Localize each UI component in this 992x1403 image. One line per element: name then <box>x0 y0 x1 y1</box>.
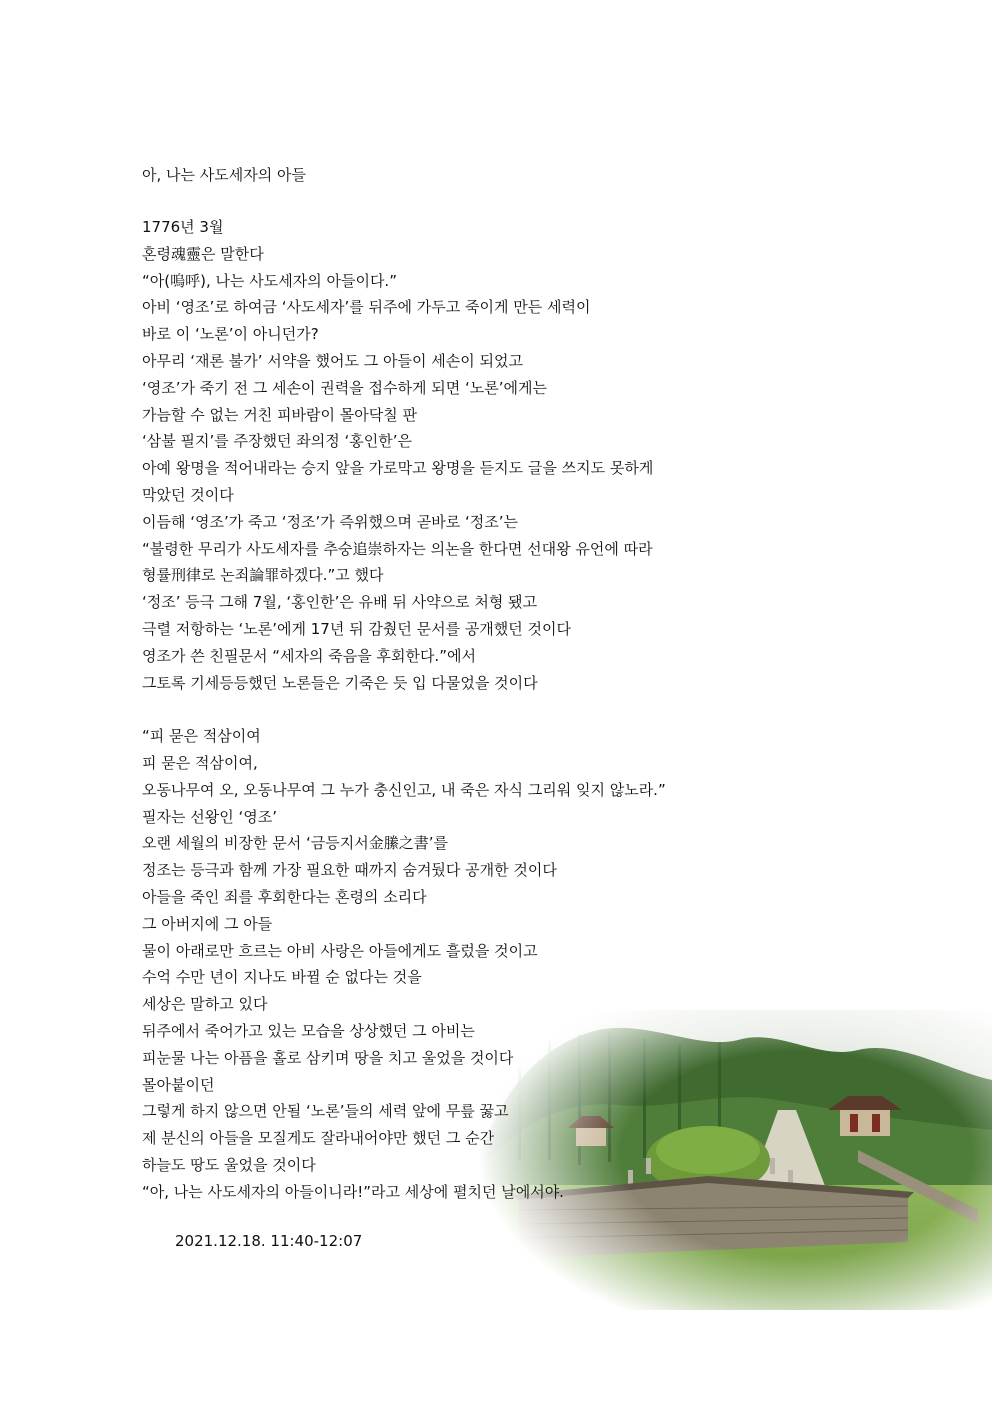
text-line: 피눈물 나는 아픔을 홀로 삼키며 땅을 치고 울었을 것이다 <box>142 1048 514 1067</box>
text-line: 정조는 등극과 함께 가장 필요한 때까지 숨겨뒀다 공개한 것이다 <box>142 861 557 880</box>
text-line: “아, 나는 사도세자의 아들이니라!”라고 세상에 펼치던 날에서야. <box>142 1182 564 1201</box>
text-line: 몰아붙이던 <box>142 1075 215 1094</box>
text-line: 필자는 선왕인 ‘영조’ <box>142 807 277 826</box>
text-line: 막았던 것이다 <box>142 485 234 504</box>
text-line: 극렬 저항하는 ‘노론’에게 17년 뒤 감췄던 문서를 공개했던 것이다 <box>142 619 572 638</box>
text-line: 영조가 쓴 친필문서 “세자의 죽음을 후회한다.”에서 <box>142 646 476 665</box>
poem-body <box>142 214 666 1205</box>
text-line: 뒤주에서 죽어가고 있는 모습을 상상했던 그 아비는 <box>142 1021 475 1040</box>
date-signature: 2021.12.18. 11:40-12:07 <box>175 1232 363 1250</box>
text-line: 물이 아래로만 흐르는 아비 사랑은 아들에게도 흘렀을 것이고 <box>142 941 538 960</box>
text-line: 제 분신의 아들을 모질게도 잘라내어야만 했던 그 순간 <box>142 1129 495 1148</box>
text-line: ‘영조’가 죽기 전 그 세손이 권력을 접수하게 되면 ‘노론’에게는 <box>142 378 547 397</box>
text-line: 세상은 말하고 있다 <box>142 995 268 1014</box>
text-line: 이듬해 ‘영조’가 죽고 ‘정조’가 즉위했으며 곧바로 ‘정조’는 <box>142 512 518 531</box>
text-line: 아비 ‘영조’로 하여금 ‘사도세자’를 뒤주에 가두고 죽이게 만든 세력이 <box>142 298 591 317</box>
document-title: 아, 나는 사도세자의 아들 <box>142 166 306 184</box>
text-line: 오동나무여 오, 오동나무여 그 누가 충신인고, 내 죽은 자식 그리워 잊지 않노라.” <box>142 780 666 799</box>
text-line: “피 묻은 적삼이여 <box>142 727 261 746</box>
text-line: 그 아버지에 그 아들 <box>142 914 273 933</box>
text-line: 아예 왕명을 적어내라는 승지 앞을 가로막고 왕명을 듣지도 글을 쓰지도 못하게 <box>142 459 654 478</box>
text-line <box>142 696 666 723</box>
text-line: ‘삼불 필지’를 주장했던 좌의정 ‘홍인한’은 <box>142 432 412 451</box>
text-line: 혼령魂靈은 말한다 <box>142 244 264 263</box>
text-line: 피 묻은 적삼이여, <box>142 753 258 772</box>
text-line: “아(嗚呼), 나는 사도세자의 아들이다.” <box>142 271 397 290</box>
text-line: 아들을 죽인 죄를 후회한다는 혼령의 소리다 <box>142 887 427 906</box>
text-line: “불령한 무리가 사도세자를 추숭追崇하자는 의논을 한다면 선대왕 유언에 따라 <box>142 539 653 558</box>
text-line: 가늠할 수 없는 거친 피바람이 몰아닥칠 판 <box>142 405 417 424</box>
text-line: 그토록 기세등등했던 노론들은 기죽은 듯 입 다물었을 것이다 <box>142 673 538 692</box>
text-line: 아무리 ‘재론 불가’ 서약을 했어도 그 아들이 세손이 되었고 <box>142 351 523 370</box>
text-line: 오랜 세월의 비장한 문서 ‘금등지서金縢之書’를 <box>142 834 448 853</box>
text-line: 그렇게 하지 않으면 안될 ‘노론’들의 세력 앞에 무릎 꿇고 <box>142 1102 509 1121</box>
text-line: 1776년 3월 <box>142 218 224 236</box>
text-line: 형률刑律로 논죄論罪하겠다.”고 했다 <box>142 566 384 585</box>
text-line: 하늘도 땅도 울었을 것이다 <box>142 1155 316 1174</box>
text-line: 바로 이 ‘노론’이 아니던가? <box>142 325 319 344</box>
text-line: 수억 수만 년이 지나도 바뀔 순 없다는 것을 <box>142 968 422 987</box>
text-line: ‘정조’ 등극 그해 7월, ‘홍인한’은 유배 뒤 사약으로 처형 됐고 <box>142 593 538 612</box>
